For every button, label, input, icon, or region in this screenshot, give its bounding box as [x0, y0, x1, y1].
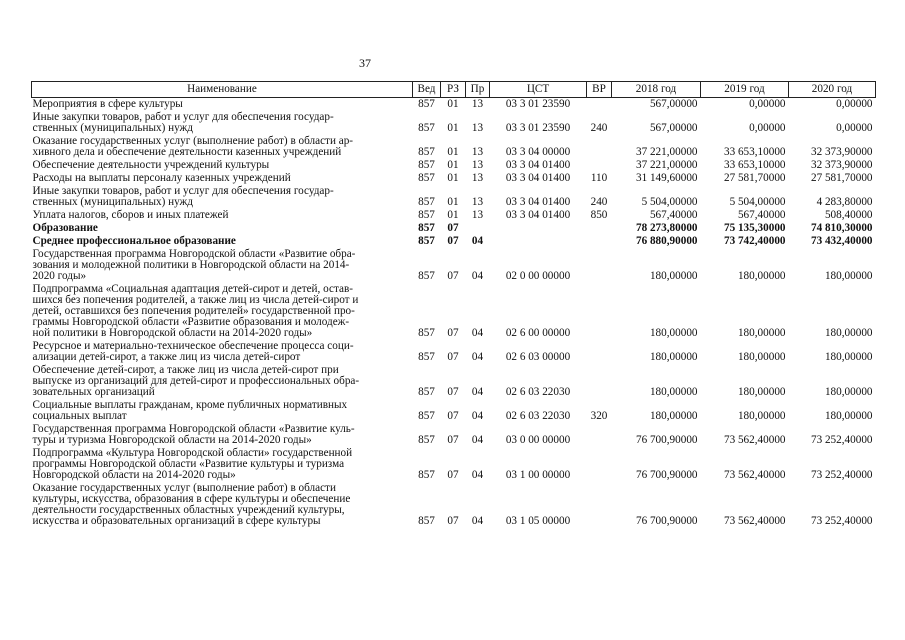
row-2020: 32 373,90000 — [810, 159, 873, 171]
row-pr: 13 — [471, 98, 484, 110]
row-vr — [587, 447, 612, 482]
row-name: Ресурсное и материально-техническое обеспечение процесса соци- ализации детей-сирот, а также лиц из числа детей-сирот — [32, 340, 354, 363]
row-ved: 857 — [418, 196, 435, 208]
row-2018: 76 880,90000 — [635, 235, 698, 247]
row-ved: 857 — [418, 270, 435, 282]
row-pr: 04 — [471, 351, 484, 363]
row-2019: 73 562,40000 — [723, 469, 786, 481]
header-2019: 2019 год — [701, 82, 789, 98]
row-name: Обеспечение деятельности учреждений культуры — [32, 159, 270, 171]
row-vr — [587, 135, 612, 159]
row-2018: 180,00000 — [649, 410, 698, 422]
row-cst: 03 1 05 00000 — [505, 515, 571, 527]
row-2019: 180,00000 — [737, 327, 786, 339]
row-2019: 33 653,10000 — [723, 159, 786, 171]
row-vr: 320 — [590, 410, 608, 422]
row-vr — [587, 283, 612, 340]
row-2020: 180,00000 — [824, 410, 873, 422]
table-row — [32, 340, 876, 364]
row-2018: 78 273,80000 — [635, 222, 698, 234]
row-cst: 03 3 04 01400 — [505, 172, 571, 184]
page-number: 37 — [359, 56, 371, 70]
table-row — [32, 423, 876, 447]
row-2020: 180,00000 — [824, 351, 873, 363]
table-header-row — [32, 82, 876, 98]
row-rz: 01 — [447, 209, 459, 221]
row-2018: 76 700,90000 — [635, 515, 698, 527]
row-rz: 07 — [447, 351, 459, 363]
row-name: Уплата налогов, сборов и иных платежей — [32, 209, 229, 221]
row-2019: 75 135,30000 — [723, 222, 786, 234]
row-2018: 76 700,90000 — [635, 434, 698, 446]
row-rz: 07 — [447, 515, 459, 527]
table-row — [32, 98, 876, 112]
row-ved: 857 — [418, 98, 435, 110]
row-cst — [490, 235, 587, 248]
row-2019: 27 581,70000 — [723, 172, 786, 184]
row-pr: 04 — [471, 327, 484, 339]
row-ved: 857 — [418, 122, 435, 134]
row-2018: 31 149,60000 — [635, 172, 698, 184]
table-row — [32, 111, 876, 135]
row-name: Подпрограмма «Культура Новгородской области» государственной программы Новгородской области «Развитие культуры и туризма Новгородской области на 2014-2020 годы» — [32, 447, 353, 481]
row-rz: 01 — [447, 122, 459, 134]
row-2020: 73 432,40000 — [810, 235, 873, 247]
row-2018: 180,00000 — [649, 386, 698, 398]
row-2019: 180,00000 — [737, 410, 786, 422]
row-name: Обеспечение детей-сирот, а также лиц из числа детей-сирот при выпуске из организаций для детей-сирот и профессиональных обра- зовательных организаций — [32, 364, 360, 398]
row-rz: 07 — [447, 270, 459, 282]
row-rz: 07 — [447, 222, 459, 234]
row-rz: 01 — [447, 196, 459, 208]
row-ved: 857 — [418, 386, 435, 398]
row-cst: 02 6 03 00000 — [505, 351, 571, 363]
row-2020: 27 581,70000 — [810, 172, 873, 184]
row-ved: 857 — [418, 351, 435, 363]
table-row — [32, 209, 876, 222]
row-pr — [466, 222, 490, 235]
row-2019: 73 742,40000 — [723, 235, 786, 247]
row-pr: 04 — [471, 434, 484, 446]
row-ved: 857 — [418, 222, 435, 234]
row-vr: 240 — [590, 196, 608, 208]
row-cst: 02 6 03 22030 — [505, 386, 571, 398]
header-vr: ВР — [587, 82, 612, 98]
row-ved: 857 — [418, 146, 435, 158]
header-rz: РЗ — [441, 82, 466, 98]
row-pr: 04 — [471, 386, 484, 398]
row-rz: 07 — [447, 434, 459, 446]
row-pr: 13 — [471, 159, 484, 171]
row-2020: 180,00000 — [824, 270, 873, 282]
row-2020: 508,40000 — [824, 209, 873, 221]
row-cst — [490, 222, 587, 235]
row-cst: 03 3 04 01400 — [505, 159, 571, 171]
row-pr: 04 — [471, 515, 484, 527]
table-row — [32, 172, 876, 185]
table-row — [32, 283, 876, 340]
row-name: Мероприятия в сфере культуры — [32, 98, 183, 110]
row-vr — [587, 235, 612, 248]
row-cst: 02 0 00 00000 — [505, 270, 571, 282]
row-pr: 13 — [471, 196, 484, 208]
row-rz: 07 — [447, 469, 459, 481]
table-row — [32, 185, 876, 209]
row-2019: 0,00000 — [749, 98, 786, 110]
row-ved: 857 — [418, 159, 435, 171]
row-cst: 03 3 04 01400 — [505, 209, 571, 221]
row-2019: 180,00000 — [737, 270, 786, 282]
row-rz: 01 — [447, 98, 459, 110]
header-ved: Вед — [413, 82, 441, 98]
header-cst: ЦСТ — [490, 82, 587, 98]
row-name: Иные закупки товаров, работ и услуг для обеспечения государ- ственных (муниципальных) нужд — [32, 185, 334, 208]
row-name: Расходы на выплаты персоналу казенных учреждений — [32, 172, 291, 184]
row-name: Социальные выплаты гражданам, кроме публичных нормативных социальных выплат — [32, 399, 348, 422]
row-2019: 567,40000 — [737, 209, 786, 221]
row-name: Оказание государственных услуг (выполнение работ) в области ар- хивного дела и обеспечение деятельности казенных учреждений — [32, 135, 354, 158]
row-cst: 03 1 00 00000 — [505, 469, 571, 481]
row-2018: 5 504,00000 — [641, 196, 698, 208]
row-cst: 03 3 01 23590 — [505, 122, 571, 134]
row-name: Среднее профессиональное образование — [32, 235, 236, 247]
table-row — [32, 248, 876, 283]
row-ved: 857 — [418, 434, 435, 446]
row-vr — [587, 222, 612, 235]
row-vr: 110 — [590, 172, 608, 184]
row-vr: 850 — [590, 209, 608, 221]
row-rz: 07 — [447, 410, 459, 422]
row-ved: 857 — [418, 469, 435, 481]
row-pr: 04 — [471, 235, 484, 247]
row-ved: 857 — [418, 209, 435, 221]
row-rz: 07 — [447, 327, 459, 339]
row-rz: 01 — [447, 146, 459, 158]
row-name: Государственная программа Новгородской области «Развитие обра- зования и молодежной политики в Новгородской области на 2014- 2020 годы» — [32, 248, 356, 282]
row-vr — [587, 248, 612, 283]
row-cst: 02 6 00 00000 — [505, 327, 571, 339]
row-2019: 180,00000 — [737, 386, 786, 398]
row-2020: 73 252,40000 — [810, 515, 873, 527]
row-2018: 567,00000 — [649, 122, 698, 134]
row-2018: 37 221,00000 — [635, 146, 698, 158]
row-ved: 857 — [418, 515, 435, 527]
row-2020: 74 810,30000 — [810, 222, 873, 234]
table-row — [32, 399, 876, 423]
row-rz: 01 — [447, 159, 459, 171]
row-2020: 0,00000 — [836, 122, 873, 134]
row-pr: 13 — [471, 122, 484, 134]
row-2020: 32 373,90000 — [810, 146, 873, 158]
header-2018: 2018 год — [612, 82, 701, 98]
row-2018: 567,00000 — [649, 98, 698, 110]
row-ved: 857 — [418, 410, 435, 422]
row-ved: 857 — [418, 172, 435, 184]
row-cst: 03 3 04 00000 — [505, 146, 571, 158]
row-name: Образование — [32, 222, 98, 234]
header-name: Наименование — [32, 82, 413, 98]
header-pr: Пр — [466, 82, 490, 98]
table-row — [32, 135, 876, 159]
row-2018: 180,00000 — [649, 351, 698, 363]
row-pr: 04 — [471, 270, 484, 282]
row-pr: 04 — [471, 410, 484, 422]
row-cst: 03 0 00 00000 — [505, 434, 571, 446]
row-vr — [587, 159, 612, 172]
row-2019: 73 562,40000 — [723, 434, 786, 446]
row-2020: 73 252,40000 — [810, 469, 873, 481]
row-2018: 180,00000 — [649, 327, 698, 339]
row-2020: 0,00000 — [836, 98, 873, 110]
row-name: Иные закупки товаров, работ и услуг для обеспечения государ- ственных (муниципальных) нужд — [32, 111, 334, 134]
table-row — [32, 235, 876, 248]
budget-table — [31, 81, 876, 528]
row-pr: 13 — [471, 209, 484, 221]
row-vr — [587, 364, 612, 399]
row-2020: 180,00000 — [824, 386, 873, 398]
row-2019: 0,00000 — [749, 122, 786, 134]
row-2018: 180,00000 — [649, 270, 698, 282]
row-cst: 03 3 01 23590 — [505, 98, 571, 110]
row-2020: 73 252,40000 — [810, 434, 873, 446]
table-row — [32, 159, 876, 172]
row-2019: 5 504,00000 — [729, 196, 786, 208]
row-name: Государственная программа Новгородской области «Развитие куль- туры и туризма Новгородской области на 2014-2020 годы» — [32, 423, 355, 446]
row-ved: 857 — [418, 327, 435, 339]
row-2019: 33 653,10000 — [723, 146, 786, 158]
row-ved: 857 — [418, 235, 435, 247]
row-2020: 180,00000 — [824, 327, 873, 339]
row-2019: 73 562,40000 — [723, 515, 786, 527]
row-2018: 76 700,90000 — [635, 469, 698, 481]
table-row — [32, 364, 876, 399]
row-vr — [587, 423, 612, 447]
row-pr: 13 — [471, 172, 484, 184]
row-rz: 01 — [447, 172, 459, 184]
row-vr — [587, 98, 612, 112]
row-vr — [587, 482, 612, 528]
row-rz: 07 — [447, 235, 459, 247]
row-2018: 567,40000 — [649, 209, 698, 221]
row-vr: 240 — [590, 122, 608, 134]
row-rz: 07 — [447, 386, 459, 398]
row-2019: 180,00000 — [737, 351, 786, 363]
row-name: Подпрограмма «Социальная адаптация детей-сирот и детей, остав- шихся без попечения родителей, а также лиц из числа детей-сирот и детей, оставшихся без попечения родителей» государственной про- граммы Новгородской области «Развитие образования и молодеж- ной политики в Новгородской области на 2014-2020 годы» — [32, 283, 359, 339]
row-cst: 03 3 04 01400 — [505, 196, 571, 208]
row-vr — [587, 340, 612, 364]
row-cst: 02 6 03 22030 — [505, 410, 571, 422]
header-2020: 2020 год — [789, 82, 876, 98]
row-2018: 37 221,00000 — [635, 159, 698, 171]
row-pr: 13 — [471, 146, 484, 158]
row-name: Оказание государственных услуг (выполнение работ) в области культуры, искусства, образования в сфере культуры и обеспечение деятельности государственных областных учреждений культуры, искусства и образовательных организаций в сфере культуры — [32, 482, 351, 527]
row-pr: 04 — [471, 469, 484, 481]
row-2020: 4 283,80000 — [816, 196, 873, 208]
table-row — [32, 222, 876, 235]
table-row — [32, 447, 876, 482]
table-row — [32, 482, 876, 528]
